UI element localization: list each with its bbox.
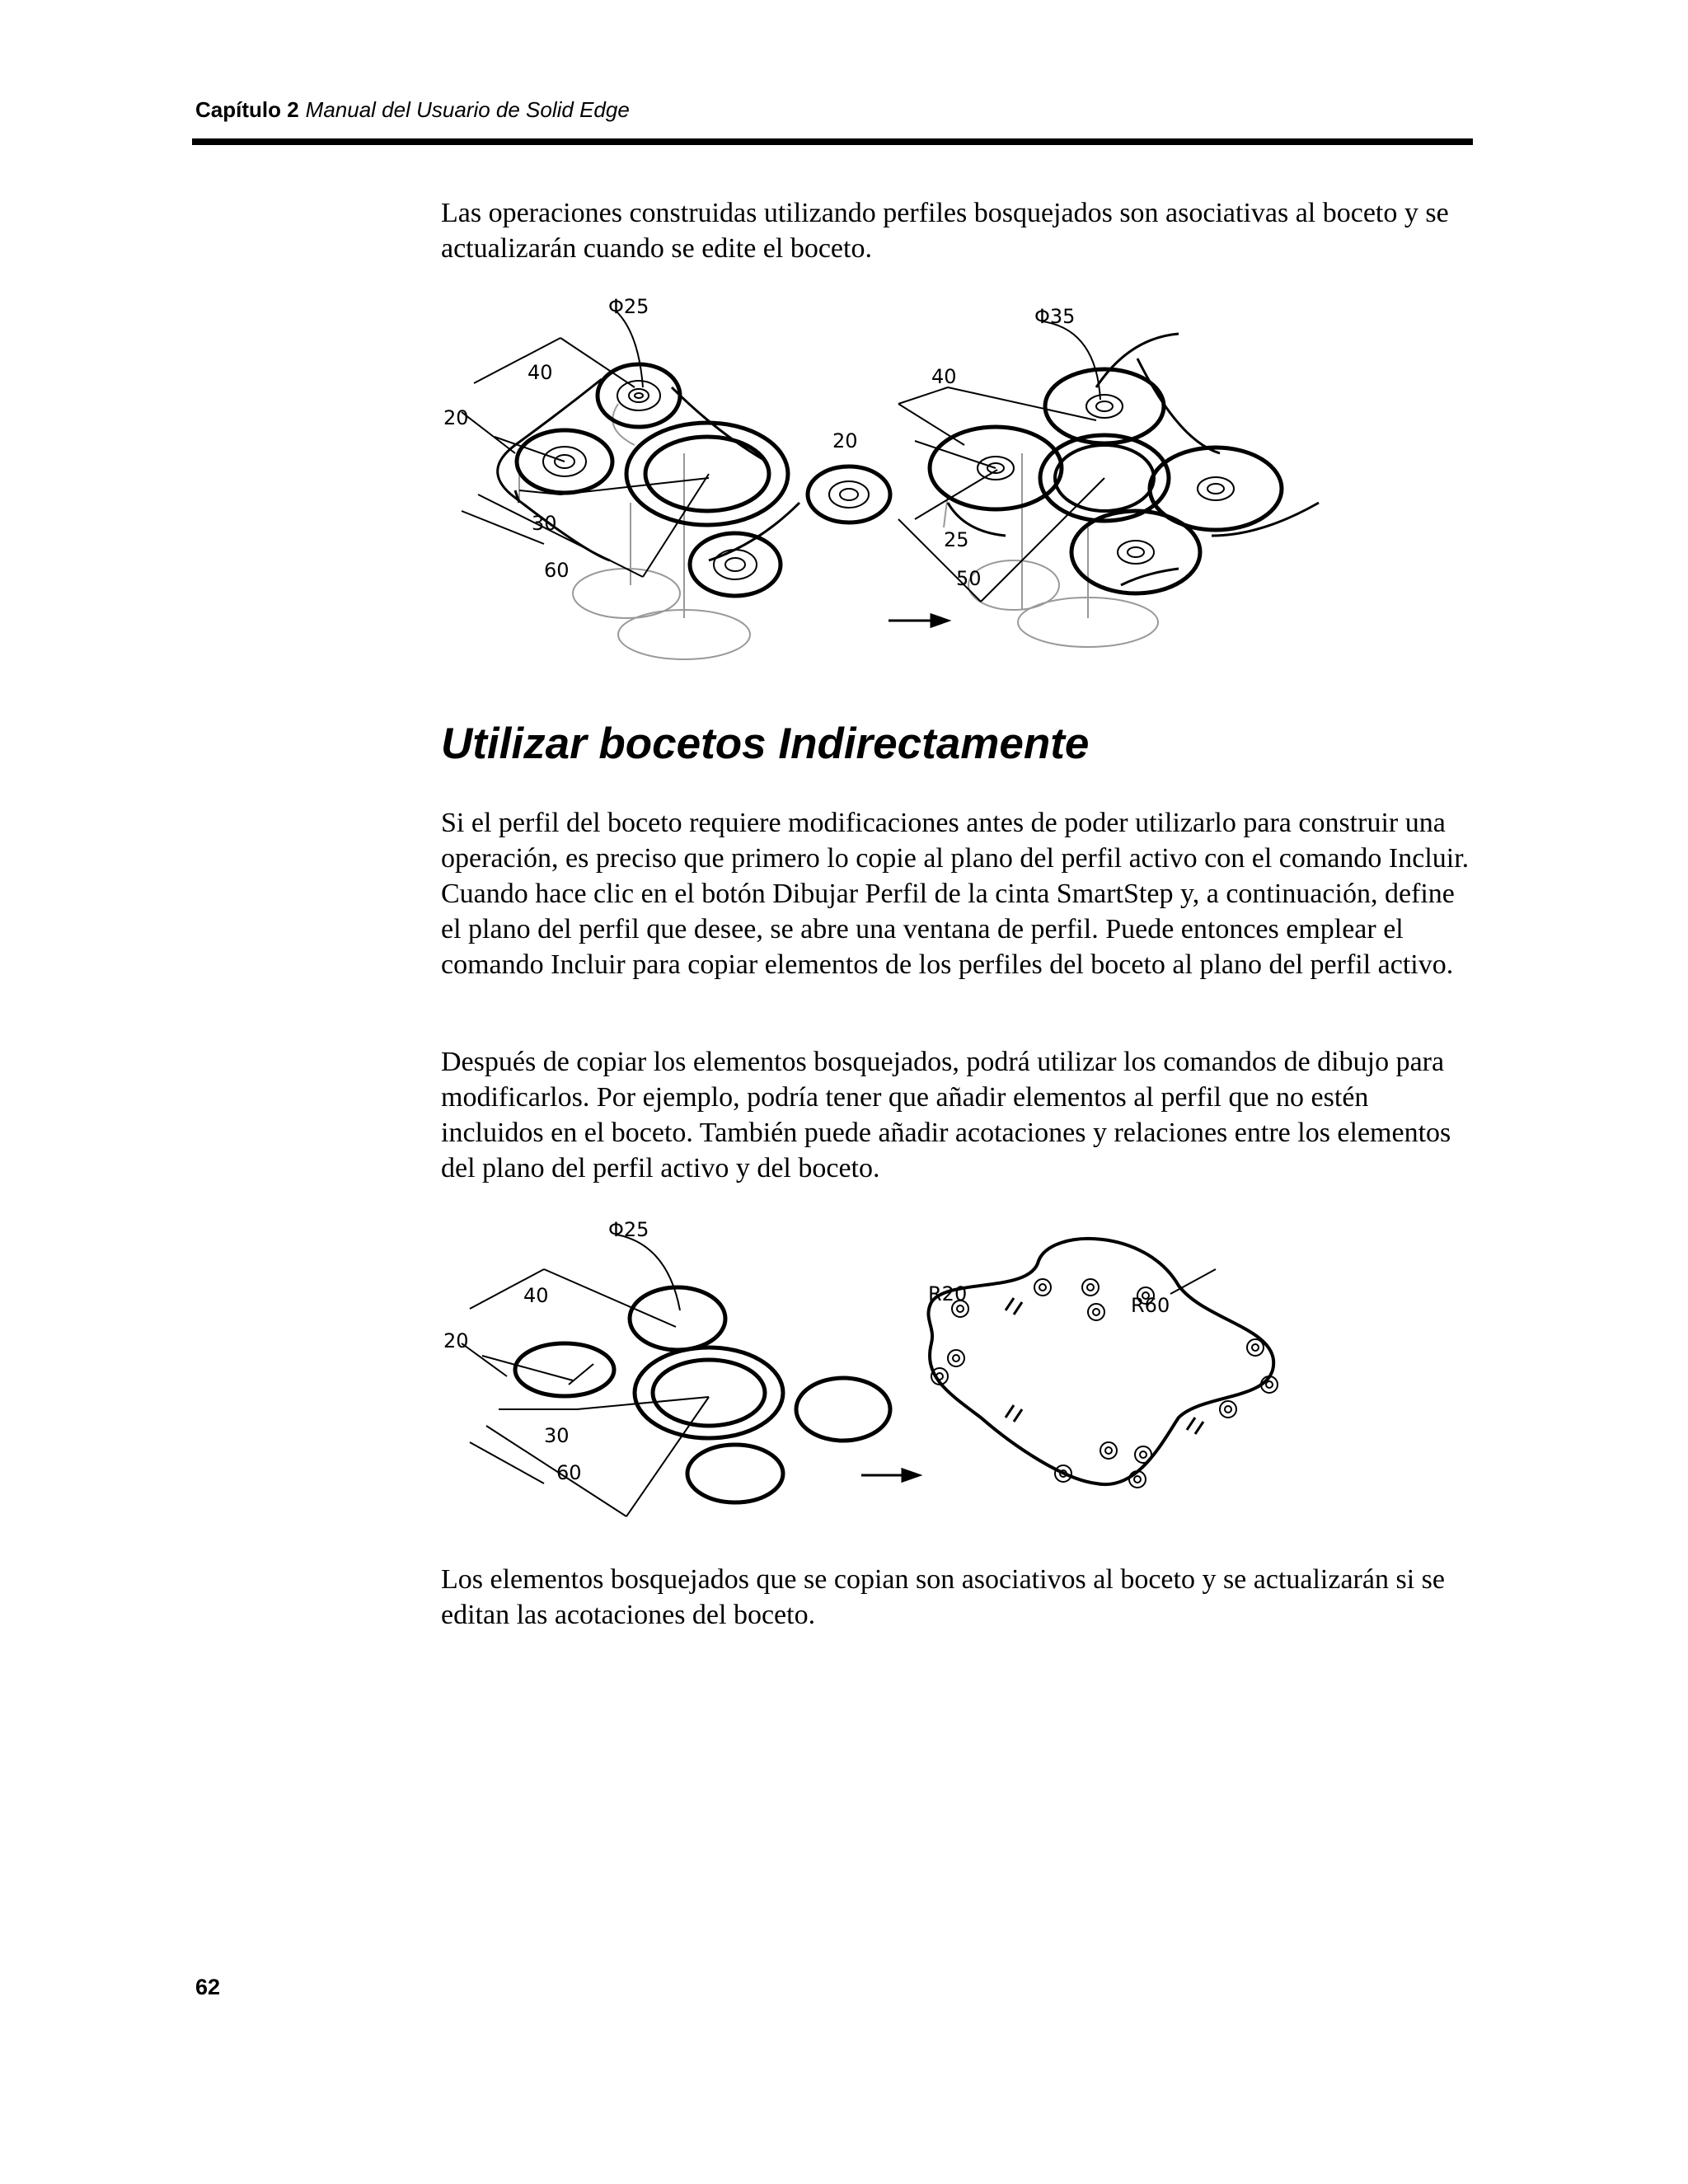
- sketch-diameter-label: Φ25: [608, 1218, 649, 1241]
- svg-text:60: 60: [556, 1461, 582, 1484]
- svg-text:40: 40: [523, 1284, 549, 1307]
- large-radius-label: R60: [1131, 1294, 1170, 1317]
- paragraph-modify-elements: Después de copiar los elementos bosquejados, podrá utilizar los comandos de dibujo para modificarlos. Por ejemplo, podría tener que añadir elementos al perfil que no estén incluidos en el boceto. También puede añadir acotaciones y relaciones entre los elementos del plano del perfil activo y del boceto.: [441, 1047, 1451, 1183]
- figure-include-profile: [437, 1212, 1302, 1549]
- svg-text:40: 40: [931, 365, 957, 388]
- header-rule: [192, 138, 1473, 145]
- page-number: 62: [195, 1975, 221, 1999]
- paragraph-include-command: Si el perfil del boceto requiere modificaciones antes de poder utilizarlo para construir una operación, es preciso que primero lo copie al plano del perfil activo con el comando Incluir. Cuando hace clic en el botón Dibujar Perfil de la cinta SmartStep y, a continuación, define el plano del perfil que desee, se abre una ventana de perfil. Puede entonces emplear el comando Incluir para copiar elementos de los perfiles del boceto al plano del perfil activo.: [441, 808, 1470, 980]
- sketch-circles-drawing: [443, 1218, 890, 1516]
- closing-paragraph: Los elementos bosquejados que se copian son asociativos al boceto y se actualizarán si se editan las acotaciones del boceto.: [441, 1564, 1445, 1630]
- svg-text:40: 40: [528, 361, 553, 384]
- svg-text:50: 50: [956, 567, 982, 590]
- left-diameter-label: Φ25: [608, 295, 649, 318]
- small-radius-label: R20: [928, 1282, 968, 1305]
- svg-text:20: 20: [832, 429, 858, 452]
- svg-text:20: 20: [443, 1329, 469, 1352]
- arrow-icon: [861, 1469, 919, 1481]
- profile-outline-drawing: [928, 1239, 1278, 1488]
- svg-text:30: 30: [544, 1424, 570, 1447]
- section-heading: Utilizar bocetos Indirectamente: [441, 719, 1090, 768]
- right-diameter-label: Φ35: [1034, 305, 1076, 328]
- figure-feature-update: [437, 288, 1352, 668]
- svg-text:60: 60: [544, 559, 570, 582]
- svg-text:25: 25: [944, 528, 969, 551]
- chapter-label: Capítulo 2: [195, 97, 299, 122]
- svg-text:30: 30: [532, 512, 557, 535]
- svg-text:20: 20: [443, 406, 469, 429]
- running-header: [195, 97, 630, 123]
- right-part-drawing: [832, 305, 1319, 647]
- left-part-drawing: [443, 295, 890, 659]
- arrow-icon: [889, 615, 948, 626]
- intro-paragraph: Las operaciones construidas utilizando perfiles bosquejados son asociativas al boceto y se actualizarán cuando se edite el boceto.: [441, 198, 1449, 264]
- book-title: Manual del Usuario de Solid Edge: [305, 97, 630, 122]
